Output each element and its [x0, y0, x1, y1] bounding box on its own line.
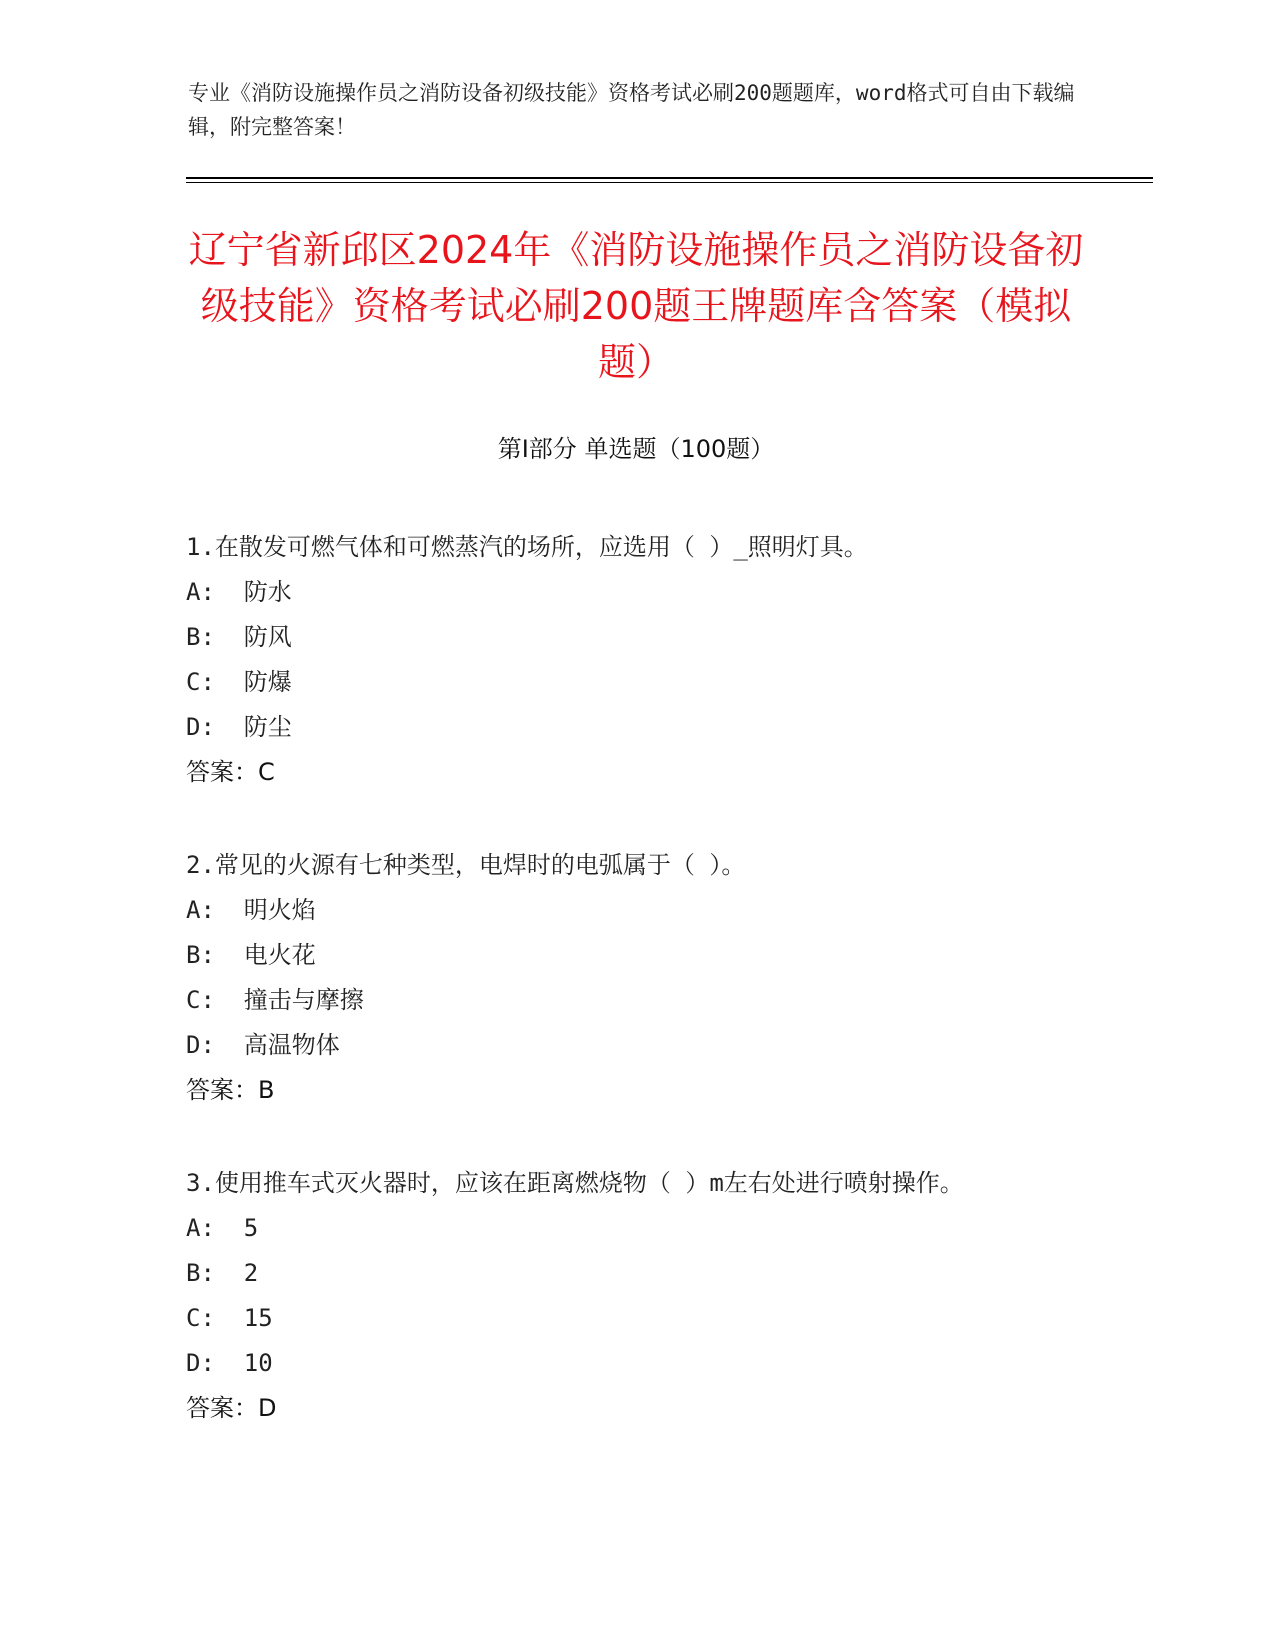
document-title: 辽宁省新邱区2024年《消防设施操作员之消防设备初级技能》资格考试必刷200题王牌题库含答案（模拟题） — [188, 228, 1084, 384]
option-b: B: 电火花 — [186, 941, 316, 969]
question-stem: 2.常见的火源有七种类型，电焊时的电弧属于（ ）。 — [186, 851, 746, 879]
section-title: 第Ⅰ部分 单选题（100题） — [497, 435, 775, 463]
question-stem: 1.在散发可燃气体和可燃蒸汽的场所，应选用（ ）_照明灯具。 — [186, 533, 868, 561]
answer: 答案：C — [186, 758, 275, 786]
option-b: B: 防风 — [186, 623, 292, 651]
option-a: A: 明火焰 — [186, 896, 316, 924]
option-a: A: 5 — [186, 1214, 259, 1242]
question-2 — [186, 842, 1086, 1113]
header-divider-thick — [186, 177, 1153, 179]
option-c: C: 撞击与摩擦 — [186, 986, 364, 1014]
question-3 — [186, 1160, 1086, 1431]
option-d: D: 防尘 — [186, 713, 292, 741]
header-note: 专业《消防设施操作员之消防设备初级技能》资格考试必刷200题题库，word格式可自由下载编辑，附完整答案！ — [188, 81, 1075, 139]
question-1 — [186, 524, 1086, 795]
option-b: B: 2 — [186, 1259, 259, 1287]
option-d: D: 10 — [186, 1349, 273, 1377]
option-c: C: 防爆 — [186, 668, 292, 696]
answer: 答案：D — [186, 1394, 277, 1422]
option-a: A: 防水 — [186, 578, 292, 606]
answer: 答案：B — [186, 1076, 275, 1104]
header-divider-thin — [186, 182, 1153, 183]
question-list — [186, 524, 1086, 1478]
option-d: D: 高温物体 — [186, 1031, 340, 1059]
option-c: C: 15 — [186, 1304, 273, 1332]
question-stem: 3.使用推车式灭火器时，应该在距离燃烧物（ ）m左右处进行喷射操作。 — [186, 1169, 964, 1197]
